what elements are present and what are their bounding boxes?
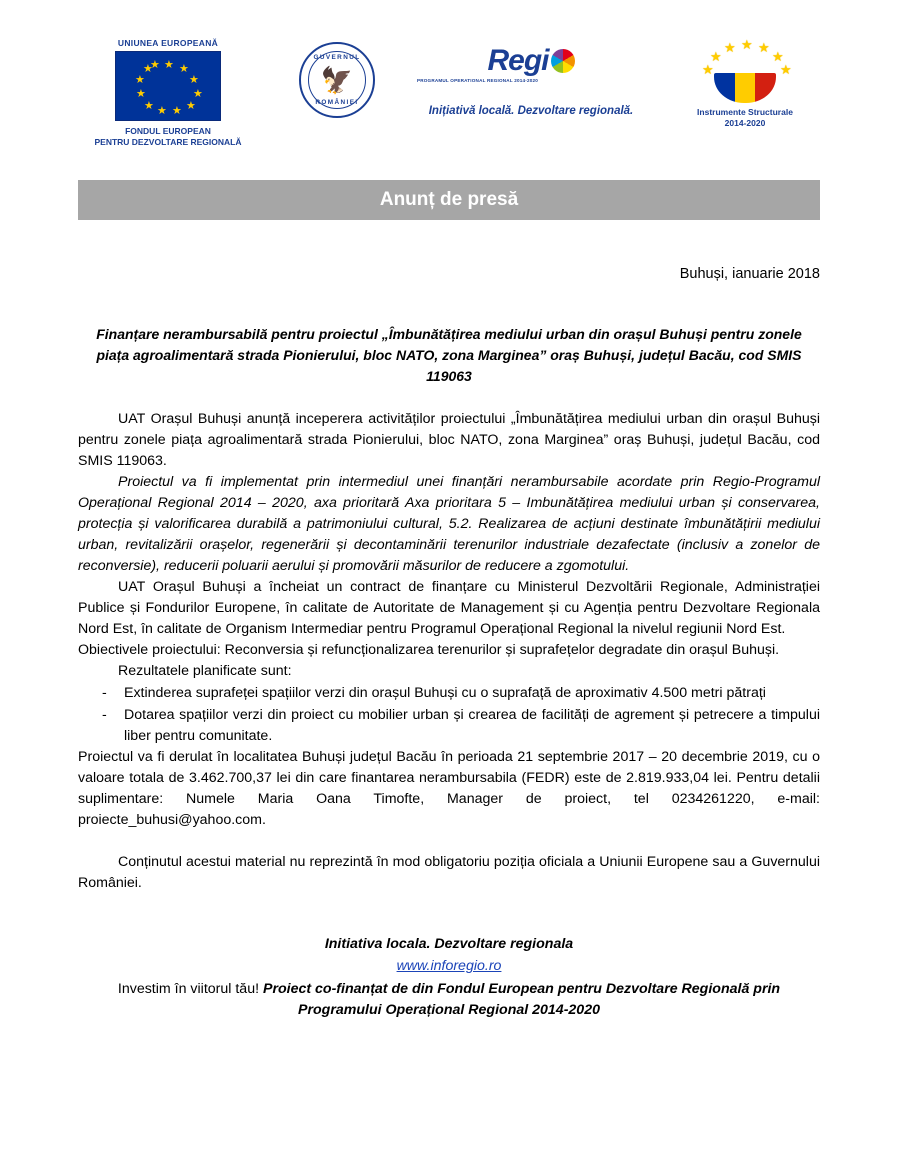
- structural-instruments-logo: [670, 38, 820, 129]
- regio-subtitle: PROGRAMUL OPERATIONAL REGIONAL 2014-2020: [417, 78, 538, 83]
- inforegio-link[interactable]: www.inforegio.ro: [396, 958, 502, 974]
- government-seal-icon: [299, 42, 375, 118]
- paragraph-6: Proiectul va fi derulat în localitatea Buhuși județul Bacău în perioada 21 septembrie 2017 – 20 decembrie 2019, cu o valoare totala de 3.462.700,37 lei din care finantarea nerambursabila (FEDR) este de 2.819.933,04 lei. Pentru detalii suplimentare: Numele Maria Oana Timofte, Manager de proiect, tel 0234261220, e-mail: proiecte_buhusi@yahoo.com.: [78, 749, 820, 828]
- list-item-text: Dotarea spațiilor verzi din proiect cu mobilier urban și crearea de facilități de agrement și petrecere a timpului liber pentru comunitate.: [124, 707, 820, 744]
- eu-logo-title: UNIUNEA EUROPEANĂ: [117, 38, 219, 48]
- footer-note-prefix: Investim în viitorul tău!: [117, 981, 263, 997]
- regio-color-wheel-icon: [551, 49, 575, 73]
- results-list: [78, 683, 820, 747]
- government-logo: [282, 38, 392, 118]
- paragraph-3: UAT Orașul Buhuși a încheiat un contract de finanțare cu Ministerul Dezvoltării Regionale, Administrației Publice și Fondurilor Europene, în calitate de Autoritate de Management și cu Agenția pentru Dezvoltare Regionala Nord Est, în calitate de Organism Intermediar pentru Programul Operațional Regional la nivelul regiunii Nord Est.: [78, 579, 820, 637]
- structural-caption-line2: 2014-2020: [724, 118, 766, 128]
- regio-logo: [416, 38, 646, 117]
- list-bullet-dash: -: [102, 685, 107, 701]
- structural-instruments-caption: [697, 107, 793, 129]
- document-footer: [78, 934, 820, 1021]
- regio-tagline: Inițiativă locală. Dezvoltare regională.: [428, 105, 634, 117]
- eu-logo-subtitle-line1: FONDUL EUROPEAN: [125, 126, 211, 136]
- paragraph-1: UAT Orașul Buhuși anunță inceperera activităților proiectului „Îmbunătățirea mediului urban din orașul Buhuși pentru zonele piața agroalimentară strada Pionierului, bloc NATO, zona Marginea” oraș Buhuși, județul Bacău, cod SMIS 119063.: [78, 411, 820, 469]
- government-seal-bottom-text: ROMÂNIEI: [315, 99, 359, 106]
- list-bullet-dash: -: [102, 707, 107, 723]
- eu-logo-subtitle: [94, 126, 241, 148]
- paragraph-2: Proiectul va fi implementat prin intermediul unei finanțări nerambursabile acordate prin Regio-Programul Operațional Regional 2014 – 2020, axa prioritară Axa prioritara 5 – Imbunătățirea mediului urban și conservarea, protecția și valorificarea durabilă a patrimoniului cultural, 5.2. Realizarea de acțiuni destinate îmbunătățirii mediului urban, revitalizării orașelor, regenerării și decontaminării terenurilor industriale dezafectate (inclusiv a zonelor de reconversie), reducerii poluarii aerului și promovării măsurilor de reducere a zgomotului.: [78, 474, 820, 574]
- list-item-text: Extinderea suprafeței spațiilor verzi din orașul Buhuși cu o suprafață de aproximativ 4.500 metri pătrați: [124, 685, 766, 701]
- eu-flag-icon: ★ ★ ★ ★ ★ ★ ★ ★ ★ ★ ★ ★: [115, 51, 221, 121]
- footer-cofinancing-note: [78, 979, 820, 1021]
- structural-caption-line1: Instrumente Structurale: [697, 107, 793, 117]
- regio-wordmark-text: Regi: [487, 44, 549, 77]
- logo-header: [78, 0, 820, 158]
- press-release-banner-label: Anunț de presă: [379, 189, 519, 210]
- list-item: [78, 683, 820, 704]
- regio-wordmark: [487, 46, 574, 76]
- eu-logo: [78, 38, 258, 148]
- structural-stars-icon: ★ ★ ★ ★ ★ ★ ★: [702, 37, 792, 77]
- government-seal-top-text: GUVERNUL: [313, 54, 361, 61]
- dateline: Buhuși, ianuarie 2018: [679, 266, 820, 282]
- eu-logo-subtitle-line2: PENTRU DEZVOLTARE REGIONALĂ: [94, 137, 242, 147]
- list-item: [78, 705, 820, 747]
- footer-note-emphasis: Proiect co-finanțat de din Fondul European pentru Dezvoltare Regională prin Programului Operațional Regional 2014-2020: [262, 981, 781, 1018]
- romania-flag-icon: [714, 73, 776, 103]
- footer-tagline: Initiativa locala. Dezvoltare regionala: [324, 936, 574, 952]
- paragraph-5: Rezultatele planificate sunt:: [118, 663, 292, 679]
- page-title: Finanțare nerambursabilă pentru proiectul „Îmbunătățirea mediului urban din orașul Buhuși pentru zonele piața agroalimentară strada Pionierului, bloc NATO, zona Marginea” oraș Buhuși, județul Bacău, cod SMIS 119063: [96, 326, 802, 384]
- press-release-banner: [78, 180, 820, 220]
- paragraph-7: Conținutul acestui material nu reprezintă în mod obligatoriu poziția oficiala a Uniunii Europene sau a Guvernului României.: [78, 854, 820, 891]
- eagle-icon: 🦅: [320, 65, 354, 95]
- paragraph-4: Obiectivele proiectului: Reconversia și refuncționalizarea terenurilor și suprafețelor degradate din orașul Buhuși.: [78, 642, 780, 658]
